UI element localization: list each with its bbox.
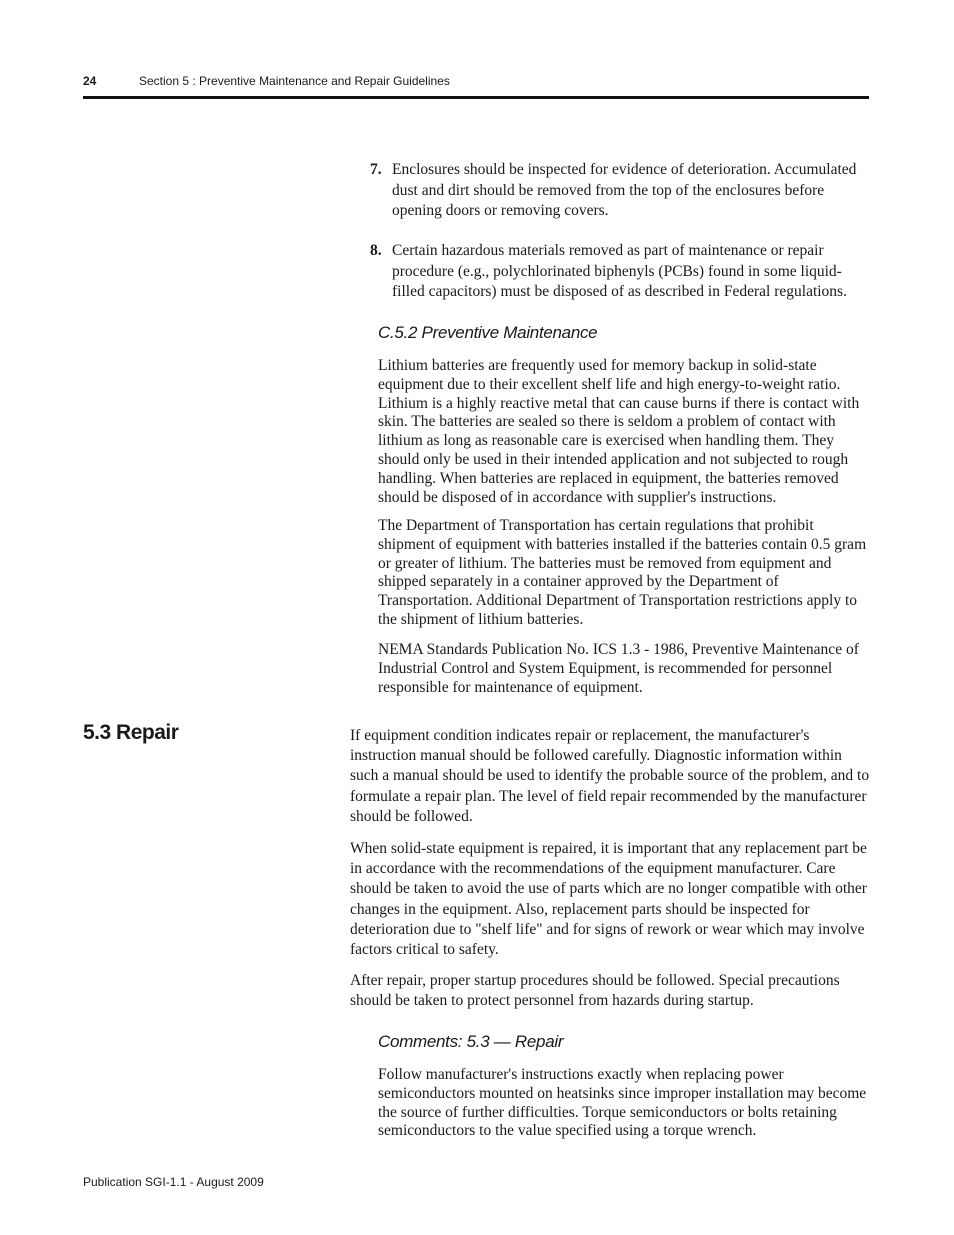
running-header-title: Section 5 : Preventive Maintenance and Repair Guidelines bbox=[139, 74, 450, 88]
page-number: 24 bbox=[83, 74, 97, 88]
repair-paragraph-manual: If equipment condition indicates repair or replacement, the manufacturer's instruction manual should be followed carefully. Diagnostic information within such a manual should be used to identify the probable source of the problem, and to formulate a repair plan. The level of field repair recommended by the manufacturer should be followed. bbox=[350, 727, 870, 825]
repair-paragraph-startup: After repair, proper startup procedures should be followed. Special precautions should be taken to protect personnel from hazards during startup. bbox=[350, 972, 840, 1010]
section-title-repair: 5.3 Repair bbox=[83, 721, 179, 744]
list-item-7 bbox=[370, 160, 870, 222]
header-divider bbox=[83, 96, 869, 99]
comments-repair-heading: Comments: 5.3 — Repair bbox=[378, 1032, 564, 1051]
publication-footer: Publication SGI-1.1 - August 2009 bbox=[83, 1175, 264, 1189]
list-item-8 bbox=[370, 241, 870, 303]
dot-regulation-paragraph: The Department of Transportation has certain regulations that prohibit shipment of equipment with batteries installed if the batteries contain 0.5 gram or greater of lithium. The batteries must be removed from equipment and shipped separately in a container approved by the Department of Transportation. Additional Department of Transportation restrictions apply to the shipment of lithium batteries. bbox=[378, 517, 867, 628]
repair-paragraph-replacement: When solid-state equipment is repaired, it is important that any replacement part be in accordance with the recommendations of the equipment manufacturer. Care should be taken to avoid the use of parts which are no longer compatible with other changes in the equipment. Also, replacement parts should be inspected for deterioration due to "shelf life" and for signs of rework or wear which may involve factors critical to safety. bbox=[350, 840, 867, 959]
nema-standard-paragraph: NEMA Standards Publication No. ICS 1.3 - 1986, Preventive Maintenance of Industrial Control and System Equipment, is recommended for personnel responsible for maintenance of equipment. bbox=[378, 641, 859, 696]
list-item-number: 7. bbox=[370, 161, 382, 178]
list-item-number: 8. bbox=[370, 242, 382, 259]
lithium-battery-paragraph: Lithium batteries are frequently used for memory backup in solid-state equipment due to their excellent shelf life and high energy-to-weight ratio. Lithium is a highly reactive metal that can cause burns if there is contact with skin. The batteries are sealed so there is seldom a problem of contact with lithium as long as reasonable care is exercised when handling them. They should only be used in their intended application and not subjected to rough handling. When batteries are replaced in equipment, the batteries removed should be disposed of in accordance with supplier's instructions. bbox=[378, 357, 860, 506]
comments-repair-paragraph: Follow manufacturer's instructions exactly when replacing power semiconductors mounted on heatsinks since improper installation may become the source of further difficulties. Torque semiconductors or bolts retaining semiconductors to the value specified using a torque wrench. bbox=[378, 1066, 867, 1140]
list-item-text: Enclosures should be inspected for evidence of deterioration. Accumulated dust and dirt should be removed from the top of the enclosures before opening doors or removing covers. bbox=[392, 161, 857, 219]
preventive-maintenance-heading: C.5.2 Preventive Maintenance bbox=[378, 323, 598, 342]
list-item-text: Certain hazardous materials removed as part of maintenance or repair procedure (e.g., polychlorinated biphenyls (PCBs) found in some liquid-filled capacitors) must be disposed of as described in Federal regulations. bbox=[392, 242, 847, 300]
